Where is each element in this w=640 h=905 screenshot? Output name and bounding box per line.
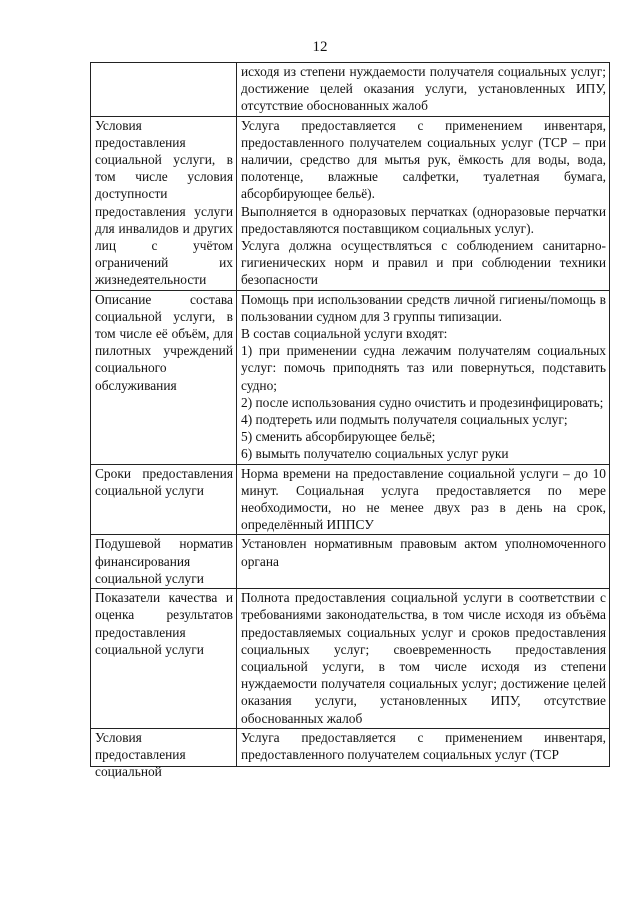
table-row xyxy=(91,535,610,589)
row-label: Описание состава социальной услуги, в том числе её объём, для пилотных учреждений социального обслуживания xyxy=(95,291,233,393)
row-text-cell xyxy=(237,290,610,464)
row-paragraph: Услуга предоставляется с применением инвентаря, предоставленного получателем социальных услуг (ТСР – при наличии, средство для мытья рук, ёмкость для воды, вода, полотенце, влажные салфетки, туалетная бумага, абсорбирующее бельё). xyxy=(241,117,606,202)
row-text-cell xyxy=(237,464,610,535)
table-row xyxy=(91,63,610,117)
row-paragraph: Помощь при использовании средств личной гигиены/помощь в пользовании судном для 3 группы типизации. xyxy=(241,291,606,324)
row-paragraph: 6) вымыть получателю социальных услуг руки xyxy=(241,446,509,462)
row-text-cell xyxy=(237,728,610,766)
row-paragraph: Полнота предоставления социальной услуги в соответствии с требованиями законодательства, в том числе исходя из объёма предоставляемых социальных услуг и сроков предоставления социальных услуг; своевременность предоставления социальной услуги, в том числе исходя из степени нуждаемости получателя социальных услуг; достижение целей оказания услуги, установленных ИПУ, отсутствие обоснованных жалоб xyxy=(241,590,606,726)
row-paragraph: 5) сменить абсорбирующее бельё; xyxy=(241,429,436,445)
table-row xyxy=(91,589,610,729)
row-label-cell xyxy=(91,63,237,117)
row-text-cell xyxy=(237,116,610,290)
row-label: Условия предоставления социальной xyxy=(95,729,186,780)
row-text-clip xyxy=(241,729,606,765)
row-paragraph: Установлен нормативным правовым актом уполномоченного органа xyxy=(241,536,606,569)
row-label: Условия предоставления социальной услуги, в том числе условия доступности предоставления услуги для инвалидов и других лиц с учётом ограничений их жизнедеятельности xyxy=(95,117,233,288)
row-paragraph: В состав социальной услуги входят: xyxy=(241,326,448,342)
row-label: Сроки предоставления социальной услуги xyxy=(95,465,233,498)
row-paragraph: 4) подтереть или подмыть получателя социальных услуг; xyxy=(241,412,568,428)
service-description-table xyxy=(90,62,610,780)
row-text-cell xyxy=(237,535,610,589)
row-paragraph: Норма времени на предоставление социальной услуги – до 10 минут. Социальная услуга предоставляется по мере необходимости, но не менее двух раз в день на срок, определённый ИППСУ xyxy=(241,465,606,533)
table-row xyxy=(91,116,610,290)
table-row xyxy=(91,290,610,464)
row-text-cell xyxy=(237,63,610,117)
row-label-cell xyxy=(91,464,237,535)
table-row xyxy=(91,464,610,535)
row-label-cell xyxy=(91,535,237,589)
row-paragraph: Выполняется в одноразовых перчатках (одноразовые перчатки предоставляются поставщиком социальных услуг). xyxy=(241,203,606,236)
row-paragraph: 2) после использования судно очистить и продезинфицировать; xyxy=(241,394,604,410)
row-label-cell xyxy=(91,728,237,780)
table-row xyxy=(91,728,610,766)
row-paragraph: исходя из степени нуждаемости получателя социальных услуг; достижение целей оказания услуги, установленных ИПУ, отсутствие обоснованных жалоб xyxy=(241,64,606,114)
row-text-cell xyxy=(237,589,610,729)
row-label: Подушевой норматив финансирования социальной услуги xyxy=(95,536,233,586)
row-paragraph: Услуга предоставляется с применением инвентаря, предоставленного получателем социальных услуг (ТСР xyxy=(241,729,606,762)
row-paragraph: Услуга должна осуществляться с соблюдением санитарно-гигиенических норм и правил и при соблюдении техники безопасности xyxy=(241,238,606,288)
row-label-cell xyxy=(91,290,237,464)
row-label-cell xyxy=(91,116,237,290)
row-paragraph: 1) при применении судна лежачим получателям социальных услуг: помочь приподнять таз или повернуться, подставить судно; xyxy=(241,343,606,393)
row-label-cell xyxy=(91,589,237,729)
row-label-clip xyxy=(95,729,233,780)
row-label: Показатели качества и оценка результатов предоставления социальной услуги xyxy=(95,590,233,657)
page-number: 12 xyxy=(312,39,328,55)
